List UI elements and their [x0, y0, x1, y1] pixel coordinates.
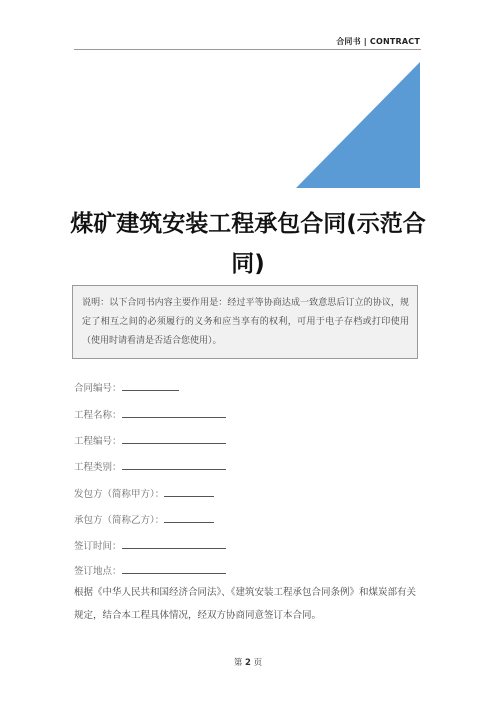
blank-line[interactable] — [122, 564, 226, 574]
field-label: 承包方（简称乙方）： — [74, 515, 165, 526]
header-divider — [74, 49, 421, 50]
field-label: 签订地点： — [74, 566, 122, 577]
field-party-a — [74, 486, 214, 500]
page-prefix: 第 — [233, 658, 243, 668]
page-number — [0, 656, 496, 668]
field-label: 合同编号： — [74, 383, 122, 394]
field-project-category — [74, 459, 226, 473]
blank-line[interactable] — [122, 460, 226, 470]
decorative-triangle — [296, 62, 420, 188]
blank-line[interactable] — [164, 513, 214, 523]
field-project-number — [74, 433, 226, 447]
blank-line[interactable] — [122, 408, 226, 418]
field-label: 发包方（简称甲方）： — [74, 489, 165, 500]
page-value: 2 — [245, 658, 251, 668]
blank-line[interactable] — [164, 487, 214, 497]
field-party-b — [74, 512, 214, 526]
page-suffix: 页 — [253, 658, 263, 668]
notice-box — [72, 285, 418, 359]
field-project-name — [74, 407, 226, 421]
blank-line[interactable] — [122, 381, 179, 391]
notice-text: 说明：以下合同书内容主要作用是：经过平等协商达成一致意思后订立的协议，规定了相互之间的必须履行的义务和应当享有的权利，可用于电子存档或打印使用（使用时请看清是否适合您使用）。 — [82, 298, 409, 346]
field-label: 签订时间： — [74, 541, 122, 552]
field-contract-number — [74, 380, 179, 394]
title-line-2: 同) — [231, 251, 265, 277]
field-label: 工程名称： — [74, 410, 122, 421]
blank-line[interactable] — [122, 434, 226, 444]
field-signing-place — [74, 563, 226, 577]
field-label: 工程编号： — [74, 436, 122, 447]
triangle-shape — [296, 62, 420, 188]
field-signing-time — [74, 538, 226, 552]
intro-paragraph: 根据《中华人民共和国经济合同法》、《建筑安装工程承包合同条例》和煤炭部有关规定，结合本工程具体情况，经双方协商同意签订本合同。 — [74, 587, 417, 621]
field-label: 工程类别： — [74, 462, 122, 473]
blank-line[interactable] — [122, 539, 226, 549]
title-line-1: 煤矿建筑安装工程承包合同(示范合 — [70, 211, 426, 237]
header-label: 合同书 | CONTRACT — [336, 37, 420, 46]
document-title — [60, 204, 436, 284]
